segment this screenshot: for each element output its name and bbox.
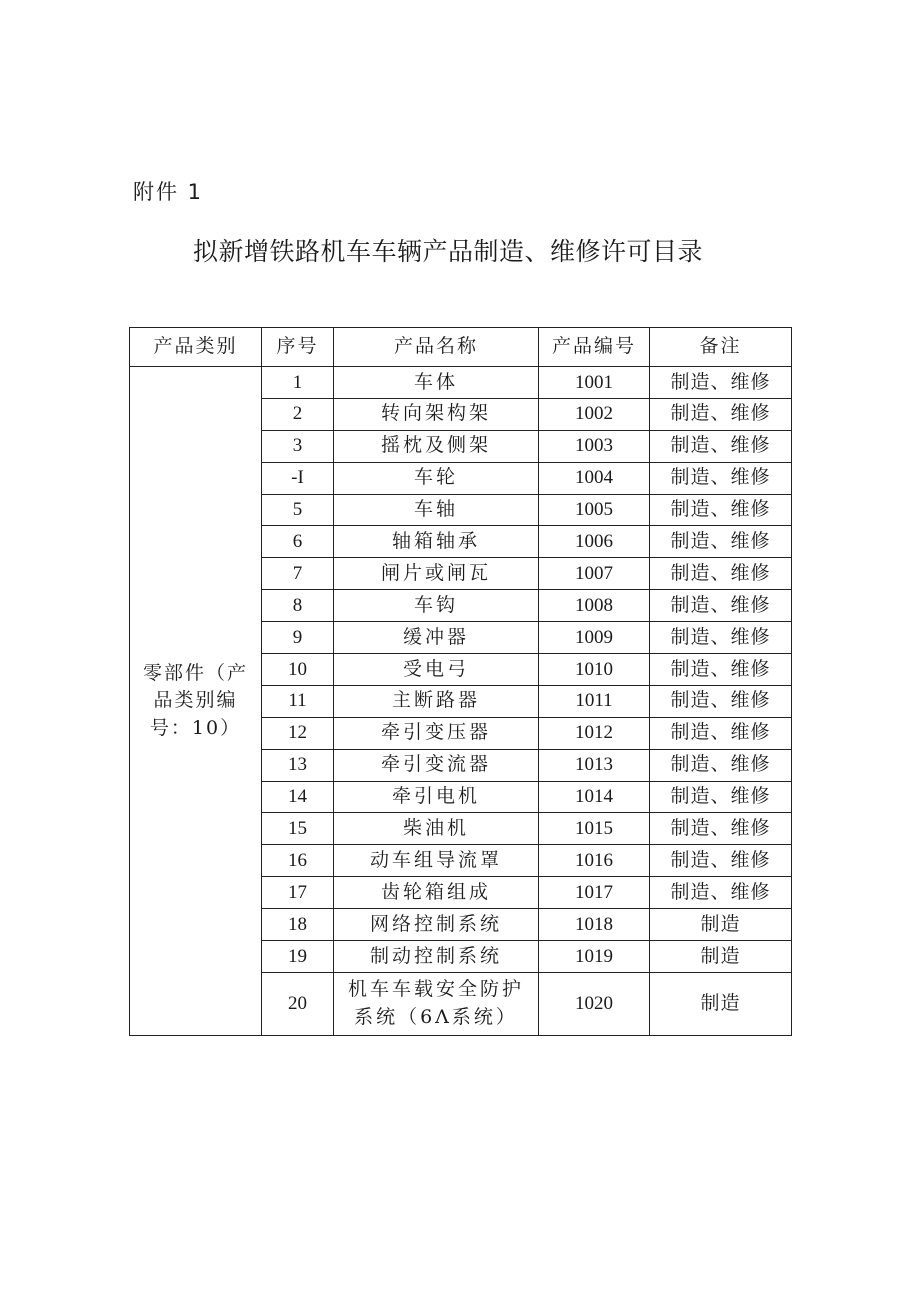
product-code-cell: 1003	[539, 430, 650, 462]
license-catalog-table	[129, 327, 792, 1036]
product-name-cell: 闸片或闸瓦	[334, 558, 539, 590]
product-code-cell: 1020	[539, 972, 650, 1035]
seq-cell: 15	[262, 813, 334, 845]
category-cell: 零部件（产品类别编号：10）	[130, 367, 262, 1036]
remark-cell: 制造、维修	[650, 685, 792, 717]
product-name-cell: 轴箱轴承	[334, 526, 539, 558]
product-name-cell: 缓冲器	[334, 622, 539, 654]
product-name-cell: 转向架构架	[334, 398, 539, 430]
product-code-cell: 1009	[539, 622, 650, 654]
remark-cell: 制造、维修	[650, 558, 792, 590]
remark-cell: 制造、维修	[650, 749, 792, 781]
header-code: 产品编号	[539, 328, 650, 367]
seq-cell: 1	[262, 367, 334, 399]
product-code-cell: 1008	[539, 590, 650, 622]
header-remark: 备注	[650, 328, 792, 367]
seq-cell: 13	[262, 749, 334, 781]
product-code-cell: 1016	[539, 845, 650, 877]
remark-cell: 制造、维修	[650, 526, 792, 558]
product-name-cell: 车轮	[334, 462, 539, 494]
remark-cell: 制造、维修	[650, 845, 792, 877]
seq-cell: 11	[262, 685, 334, 717]
remark-cell: 制造、维修	[650, 877, 792, 909]
remark-cell: 制造、维修	[650, 430, 792, 462]
product-code-cell: 1004	[539, 462, 650, 494]
document-title: 拟新增铁路机车车辆产品制造、维修许可目录	[192, 237, 703, 266]
product-code-cell: 1006	[539, 526, 650, 558]
product-code-cell: 1002	[539, 398, 650, 430]
remark-cell: 制造、维修	[650, 654, 792, 686]
product-code-cell: 1010	[539, 654, 650, 686]
product-code-cell: 1005	[539, 494, 650, 526]
product-name-cell: 动车组导流罩	[334, 845, 539, 877]
seq-cell: 14	[262, 781, 334, 813]
seq-cell: 12	[262, 717, 334, 749]
seq-cell: 18	[262, 909, 334, 941]
remark-cell: 制造、维修	[650, 367, 792, 399]
product-name-cell: 车体	[334, 367, 539, 399]
product-code-cell: 1001	[539, 367, 650, 399]
seq-cell: 19	[262, 941, 334, 973]
product-code-cell: 1015	[539, 813, 650, 845]
product-name-cell: 主断路器	[334, 685, 539, 717]
product-name-cell: 受电弓	[334, 654, 539, 686]
product-code-cell: 1011	[539, 685, 650, 717]
seq-cell: 3	[262, 430, 334, 462]
product-code-cell: 1013	[539, 749, 650, 781]
seq-cell: -I	[262, 462, 334, 494]
remark-cell: 制造、维修	[650, 590, 792, 622]
remark-cell: 制造、维修	[650, 781, 792, 813]
remark-cell: 制造、维修	[650, 494, 792, 526]
product-name-cell: 柴油机	[334, 813, 539, 845]
product-name-cell: 机车车载安全防护系统（6Λ系统）	[334, 972, 539, 1035]
table-body	[130, 367, 792, 1036]
product-name-cell: 摇枕及侧架	[334, 430, 539, 462]
remark-cell: 制造、维修	[650, 462, 792, 494]
seq-cell: 7	[262, 558, 334, 590]
attachment-label: 附件 1	[133, 180, 204, 204]
seq-cell: 2	[262, 398, 334, 430]
remark-cell: 制造、维修	[650, 717, 792, 749]
product-code-cell: 1018	[539, 909, 650, 941]
seq-cell: 9	[262, 622, 334, 654]
seq-cell: 8	[262, 590, 334, 622]
product-code-cell: 1019	[539, 941, 650, 973]
product-name-cell: 牵引变流器	[334, 749, 539, 781]
seq-cell: 10	[262, 654, 334, 686]
remark-cell: 制造	[650, 941, 792, 973]
seq-cell: 20	[262, 972, 334, 1035]
remark-cell: 制造、维修	[650, 813, 792, 845]
remark-cell: 制造	[650, 972, 792, 1035]
product-code-cell: 1017	[539, 877, 650, 909]
product-name-cell: 网络控制系统	[334, 909, 539, 941]
product-name-cell: 制动控制系统	[334, 941, 539, 973]
product-name-cell: 车钩	[334, 590, 539, 622]
remark-cell: 制造、维修	[650, 398, 792, 430]
product-code-cell: 1012	[539, 717, 650, 749]
product-code-cell: 1007	[539, 558, 650, 590]
product-code-cell: 1014	[539, 781, 650, 813]
remark-cell: 制造	[650, 909, 792, 941]
product-name-cell: 齿轮箱组成	[334, 877, 539, 909]
seq-cell: 17	[262, 877, 334, 909]
remark-cell: 制造、维修	[650, 622, 792, 654]
seq-cell: 5	[262, 494, 334, 526]
table-header-row	[130, 328, 792, 367]
header-category: 产品类别	[130, 328, 262, 367]
product-name-cell: 牵引电机	[334, 781, 539, 813]
seq-cell: 6	[262, 526, 334, 558]
product-name-cell: 车轴	[334, 494, 539, 526]
seq-cell: 16	[262, 845, 334, 877]
header-seq: 序号	[262, 328, 334, 367]
header-name: 产品名称	[334, 328, 539, 367]
product-name-cell: 牵引变压器	[334, 717, 539, 749]
table-row	[130, 367, 792, 399]
